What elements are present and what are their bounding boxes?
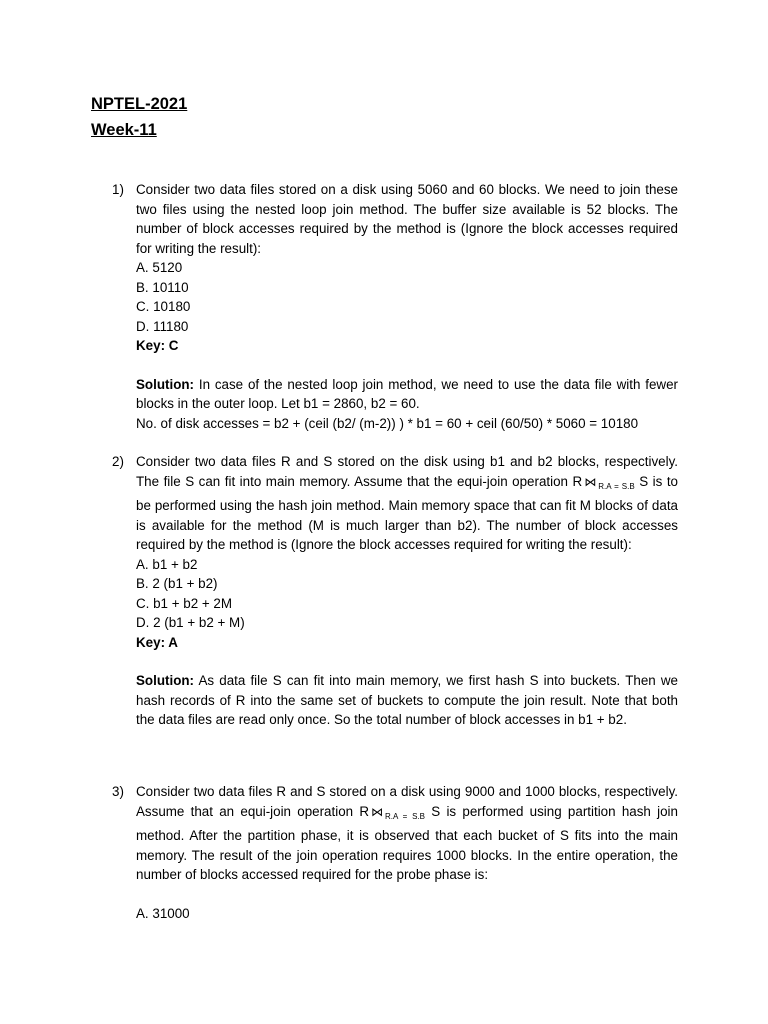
question-number: 3) — [112, 784, 124, 799]
option-a: A. b1 + b2 — [136, 556, 198, 572]
solution — [136, 671, 678, 730]
question-number: 1) — [112, 182, 124, 197]
question-3 — [112, 782, 678, 923]
solution — [136, 375, 678, 414]
question-text-part: Consider two data files R and S stored on the disk using b1 and b2 blocks, respectively. The file S can fit into main memory. Assume that the equi-join operation R — [136, 454, 678, 489]
option-a: A. 5120 — [136, 260, 183, 275]
option-d: D. 11180 — [136, 318, 189, 334]
option-a: A. 31000 — [136, 905, 190, 921]
question-1 — [112, 180, 678, 433]
question-text-part: S is performed using partition hash join method. After the partition phase, it is observed that each bucket of S fits into the main memory. The result of the join operation requires 1000 blocks. In the entire operation, the number of blocks accessed required for the probe phase is: — [136, 803, 678, 882]
join-symbol: ⋈ — [584, 474, 597, 489]
option-d: D. 2 (b1 + b2 + M) — [136, 615, 245, 630]
solution-label: Solution: — [136, 376, 195, 392]
question-text — [136, 452, 678, 555]
option-c: C. 10180 — [136, 299, 191, 314]
option-b: B. 10110 — [136, 279, 189, 295]
solution-text: As data file S can fit into main memory, we first hash S into buckets. Then we hash records of R into the same set of buckets to compute the join result. Note that both the data files are read only once. So the total number of block accesses in b1 + b2. — [136, 673, 679, 727]
question-text: Consider two data files stored on a disk using 5060 and 60 blocks. We need to join these two files using the nested loop join method. The buffer size available is 52 blocks. The number of block accesses required by the method is (Ignore the block accesses required for writing the result): — [136, 182, 678, 256]
solution-text: In case of the nested loop join method, we need to use the data file with fewer blocks in the outer loop. Let b1 = 2860, b2 = 60. — [136, 376, 678, 411]
question-text-part: Consider two data files R and S stored on a disk using 9000 and 1000 blocks, respectively. Assume that an equi-join operation R — [136, 784, 678, 819]
solution-label: Solution: — [136, 673, 195, 688]
question-text-part: S is to be performed using the hash join method. Main memory space that can fit M blocks of data is available for the method (M is much larger than b2). The number of block accesses required by the method is (Ignore the block accesses required for writing the result): — [136, 473, 678, 552]
join-symbol: ⋈ — [371, 804, 384, 819]
join-condition: R.A = S.B — [598, 481, 635, 491]
solution-formula: No. of disk accesses = b2 + (ceil (b2/ (m-2)) ) * b1 = 60 + ceil (60/50) * 5060 = 10180 — [136, 415, 639, 431]
question-text — [136, 782, 678, 885]
question-number: 2) — [112, 454, 124, 469]
week-title: Week-11 — [91, 121, 157, 139]
option-c: C. b1 + b2 + 2M — [136, 595, 233, 611]
question-2 — [112, 452, 678, 730]
page-title: NPTEL-2021 — [91, 95, 188, 113]
join-condition: R.A = S.B — [385, 811, 425, 821]
answer-key: Key: C — [136, 338, 179, 353]
answer-key: Key: A — [136, 634, 178, 650]
option-b: B. 2 (b1 + b2) — [136, 576, 218, 591]
